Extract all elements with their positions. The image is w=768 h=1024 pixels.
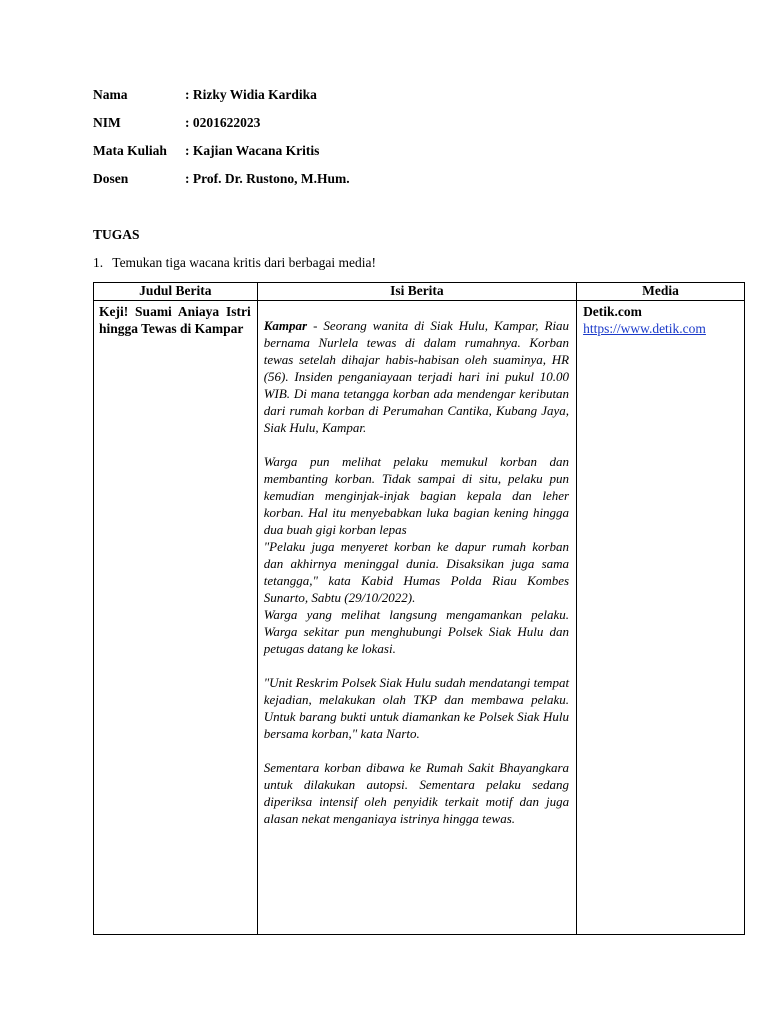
info-label: Nama (93, 87, 128, 102)
instruction-number: 1. (93, 255, 104, 270)
info-row-nim (93, 115, 350, 143)
info-value: : Prof. Dr. Rustono, M.Hum. (185, 171, 350, 186)
info-label: NIM (93, 115, 121, 130)
news-title: Keji! Suami Aniaya Istri hingga Tewas di Kampar (94, 301, 258, 935)
news-paragraph: Warga pun melihat pelaku memukul korban dan membanting korban. Tidak sampai di situ, pelaku pun kemudian menginjak-injak bagian kepala dan leher korban. Hal itu menyebabkan luka bagian kening hingga dua buah gigi korban lepas (263, 454, 570, 537)
news-media (577, 301, 745, 935)
news-paragraph-text: - Seorang wanita di Siak Hulu, Kampar, Riau bernama Nurlela tewas di dalam rumahnya. Korban tewas setelah dihajar habis-habisan oleh suaminya, HR (56). Insiden penganiayaan terjadi hari ini pukul 10.00 WIB. Di mana tetangga korban ada mendengar keributan dari rumah korban di Perumahan Cantika, Kubang Jaya, Siak Hulu, Kampar. (263, 318, 570, 435)
news-lead: Kampar (263, 318, 308, 333)
instruction (93, 255, 376, 271)
info-label: Mata Kuliah (93, 143, 167, 158)
table-header-row (94, 283, 745, 301)
news-paragraph: "Pelaku juga menyeret korban ke dapur rumah korban dan akhirnya meninggal dunia. Disaksikan juga sama tetangga," kata Kabid Humas Polda Riau Kombes Sunarto, Sabtu (29/10/2022). (263, 539, 570, 605)
news-body (257, 301, 576, 935)
header-isi-berita: Isi Berita (257, 283, 576, 301)
tugas-heading: TUGAS (93, 227, 140, 242)
header-judul-berita: Judul Berita (94, 283, 258, 301)
info-value: : 0201622023 (185, 115, 261, 130)
info-label: Dosen (93, 171, 129, 186)
student-info (93, 87, 350, 199)
news-table (93, 282, 745, 935)
header-media: Media (577, 283, 745, 301)
news-paragraph (264, 317, 569, 436)
news-paragraph: Warga yang melihat langsung mengamankan pelaku. Warga sekitar pun menghubungi Polsek Siak Hulu dan petugas datang ke lokasi. (263, 607, 570, 656)
info-row-nama (93, 87, 350, 115)
news-paragraph: "Unit Reskrim Polsek Siak Hulu sudah mendatangi tempat kejadian, melakukan olah TKP dan membawa pelaku. Untuk barang bukti untuk diamankan ke Polsek Siak Hulu bersama korban," kata Narto. (263, 675, 570, 741)
info-value: : Rizky Widia Kardika (185, 87, 317, 102)
info-value: : Kajian Wacana Kritis (185, 143, 320, 158)
news-paragraph: Sementara korban dibawa ke Rumah Sakit Bhayangkara untuk dilakukan autopsi. Sementara pelaku sedang diperiksa intensif oleh penyidik terkait motif dan juga alasan nekat menganiaya istrinya hingga tewas. (263, 760, 570, 826)
media-link[interactable]: https://www.detik.com (583, 321, 706, 336)
table-row (94, 301, 745, 935)
instruction-text: Temukan tiga wacana kritis dari berbagai media! (112, 255, 376, 270)
info-row-dosen (93, 171, 350, 199)
info-row-mata-kuliah (93, 143, 350, 171)
media-name: Detik.com (583, 304, 642, 319)
